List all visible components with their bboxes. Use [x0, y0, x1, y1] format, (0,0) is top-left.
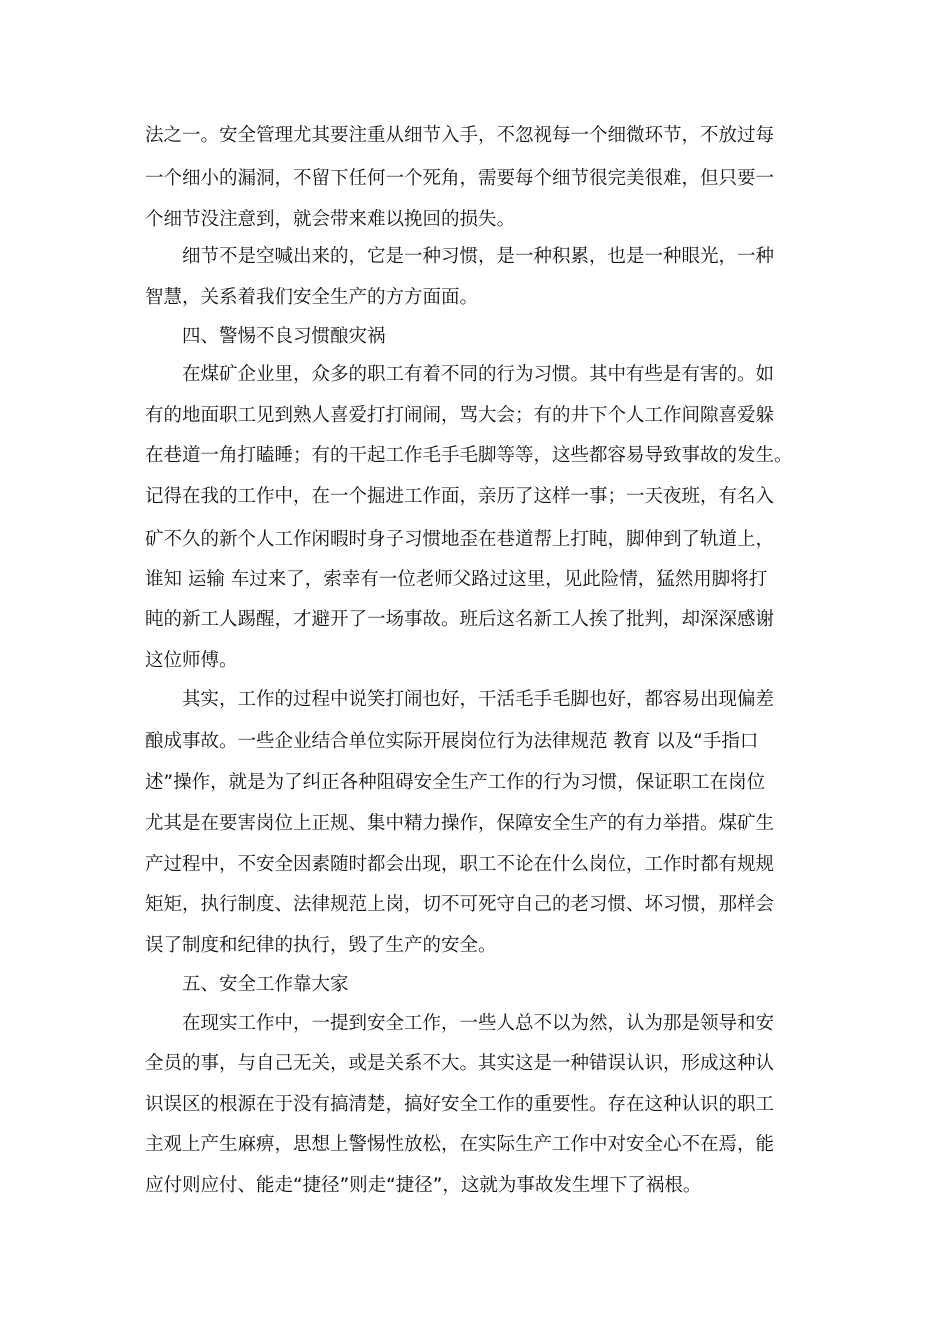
text-line: 产过程中，不安全因素随时都会出现，职工不论在什么岗位，工作时都有规规	[145, 854, 775, 875]
text-line: 这位师傅。	[145, 650, 238, 671]
text-line: 记得在我的工作中，在一个掘进工作面，亲历了这样一事；一天夜班，有名入	[145, 486, 775, 507]
text-line: 酿成事故。一些企业结合单位实际开展岗位行为法律规范 教育 以及“手指口	[145, 731, 759, 752]
text-line: 在巷道一角打瞌睡；有的干起工作毛手毛脚等等，这些都容易导致事故的发生。	[145, 445, 793, 466]
text-line: 识误区的根源在于没有搞清楚，搞好安全工作的重要性。存在这种认识的职工	[145, 1094, 775, 1115]
text-line: 一个细小的漏洞，不留下任何一个死角，需要每个细节很完美很难，但只要一	[145, 168, 775, 189]
text-line: 盹的新工人踢醒，才避开了一场事故。班后这名新工人挨了批判，却深深感谢	[145, 609, 775, 630]
text-line: 矿不久的新个人工作闲暇时身子习惯地歪在巷道帮上打盹，脚伸到了轨道上，	[145, 529, 775, 550]
text-line: 全员的事，与自己无关，或是关系不大。其实这是一种错误认识，形成这种认	[145, 1053, 775, 1074]
text-line: 误了制度和纪律的执行，毁了生产的安全。	[145, 935, 497, 956]
text-line: 谁知 运输 车过来了，索幸有一位老师父路过这里，见此险情，猛然用脚将打	[145, 569, 768, 590]
text-line: 在现实工作中，一提到安全工作，一些人总不以为然，认为那是领导和安	[182, 1013, 775, 1034]
text-line: 尤其是在要害岗位上正规、集中精力操作，保障安全生产的有力举措。煤矿生	[145, 813, 775, 834]
text-line: 述”操作，就是为了纠正各种阻碍安全生产工作的行为习惯，保证职工在岗位	[145, 772, 766, 793]
text-line: 细节不是空喊出来的，它是一种习惯，是一种积累，也是一种眼光，一种	[182, 246, 775, 267]
text-line: 有的地面职工见到熟人喜爱打打闹闹，骂大会；有的井下个人工作间隙喜爱躲	[145, 405, 775, 426]
text-line: 智慧，关系着我们安全生产的方方面面。	[145, 287, 479, 308]
text-line: 个细节没注意到，就会带来难以挽回的损失。	[145, 209, 516, 230]
text-line: 矩矩，执行制度、法律规范上岗，切不可死守自己的老习惯、坏习惯，那样会	[145, 894, 775, 915]
text-line: 在煤矿企业里，众多的职工有着不同的行为习惯。其中有些是有害的。如	[182, 364, 775, 385]
section-heading: 五、安全工作靠大家	[182, 974, 349, 995]
section-heading: 四、警惕不良习惯酿灾祸	[182, 326, 386, 347]
text-line: 应付则应付、能走“捷径”则走“捷径”，这就为事故发生埋下了祸根。	[145, 1175, 702, 1196]
text-line: 主观上产生麻痹，思想上警惕性放松，在实际生产工作中对安全心不在焉，能	[145, 1134, 775, 1155]
text-line: 其实，工作的过程中说笑打闹也好，干活毛手毛脚也好，都容易出现偏差	[182, 689, 775, 710]
text-line: 法之一。安全管理尤其要注重从细节入手，不忽视每一个细微环节，不放过每	[145, 125, 775, 146]
